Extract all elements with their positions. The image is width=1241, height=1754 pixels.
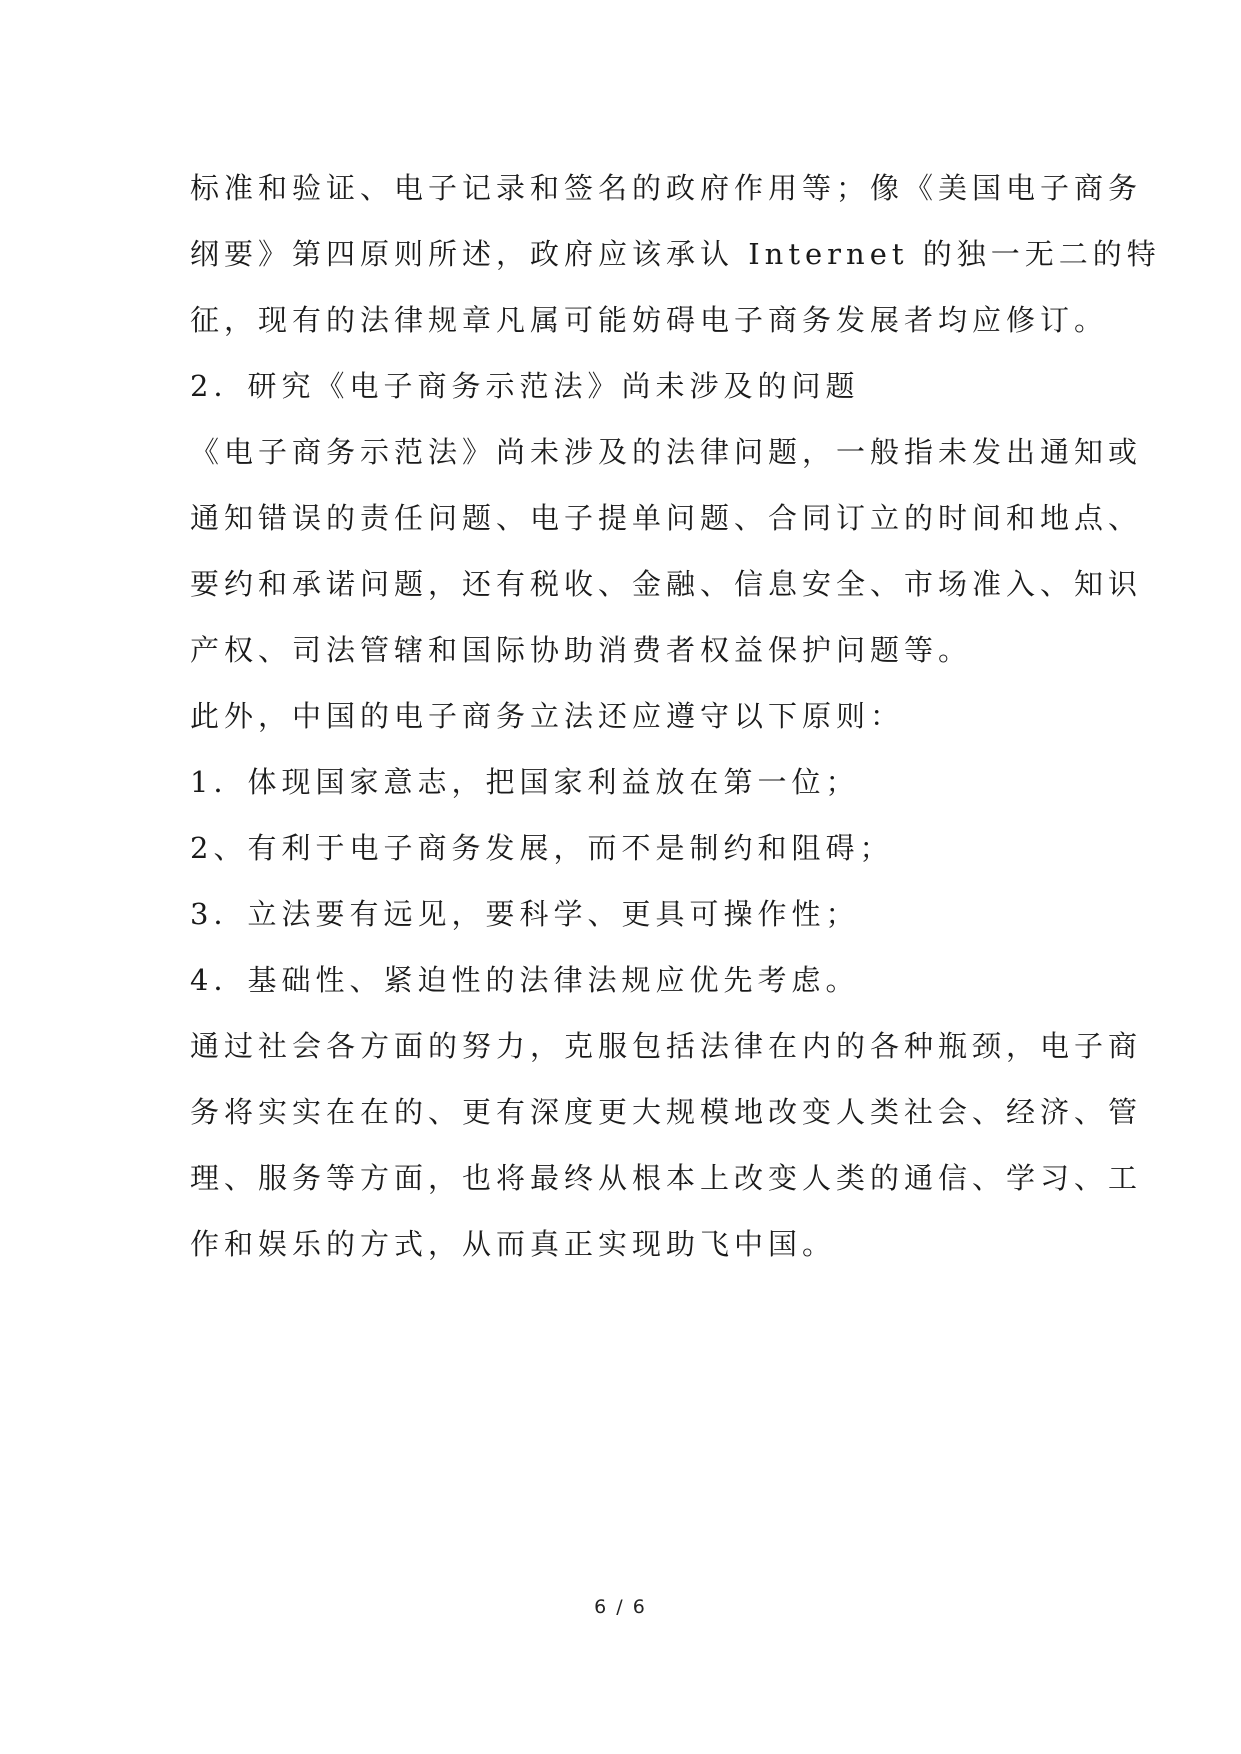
text-line: 产权、司法管辖和国际协助消费者权益保护问题等。 — [190, 633, 973, 667]
text-line: 征，现有的法律规章凡属可能妨碍电子商务发展者均应修订。 — [190, 303, 1109, 337]
text-line: 通过社会各方面的努力，克服包括法律在内的各种瓶颈，电子商 — [190, 1029, 1143, 1063]
text-line: 通知错误的责任问题、电子提单问题、合同订立的时间和地点、 — [190, 501, 1143, 535]
text-line: 此外，中国的电子商务立法还应遵守以下原则： — [190, 699, 905, 733]
page-number: 6 / 6 — [594, 1596, 647, 1618]
text-line: 理、服务等方面，也将最终从根本上改变人类的通信、学习、工 — [190, 1161, 1143, 1195]
text-line: 要约和承诺问题，还有税收、金融、信息安全、市场准入、知识 — [190, 567, 1143, 601]
document-body — [190, 155, 1161, 1277]
text-line: 作和娱乐的方式，从而真正实现助飞中国。 — [190, 1227, 837, 1261]
text-line: 纲要》第四原则所述，政府应该承认 Internet 的独一无二的特 — [190, 237, 1161, 271]
text-line: 《电子商务示范法》尚未涉及的法律问题，一般指未发出通知或 — [190, 435, 1143, 469]
text-line: 务将实实在在的、更有深度更大规模地改变人类社会、经济、管 — [190, 1095, 1143, 1129]
principle-item: 3．立法要有远见，要科学、更具可操作性； — [190, 897, 860, 931]
principle-item: 4．基础性、紧迫性的法律法规应优先考虑。 — [190, 963, 860, 997]
text-line: 标准和验证、电子记录和签名的政府作用等；像《美国电子商务 — [190, 171, 1143, 205]
principle-item: 1．体现国家意志，把国家利益放在第一位； — [190, 765, 860, 799]
section-heading: 2．研究《电子商务示范法》尚未涉及的问题 — [190, 369, 860, 403]
principle-item: 2、有利于电子商务发展，而不是制约和阻碍； — [190, 831, 894, 865]
